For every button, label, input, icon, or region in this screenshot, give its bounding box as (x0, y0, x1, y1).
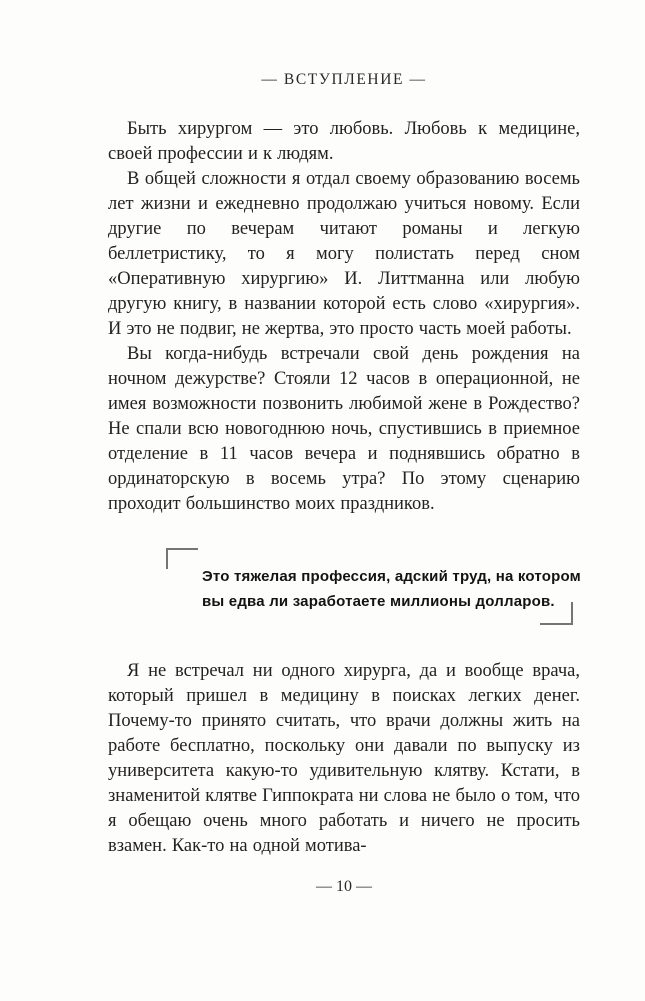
paragraph-3: Вы когда-нибудь встречали свой день рождения на ночном дежурстве? Стояли 12 часов в операционной, не имея возможности позвонить любимой жене в Рождество? Не спали всю новогоднюю ночь, спустившись в приемное отделение в 11 часов вечера и поднявшись обратно в ординаторскую в восемь утра? По этому сценарию проходит большинство моих праздников. (108, 344, 580, 514)
pull-quote-line-1: Это тяжелая профессия, адский труд, на котором (202, 568, 581, 585)
quote-corner-bottom-right-icon (540, 602, 573, 625)
page-number: — 10 — (316, 878, 372, 895)
pull-quote-line-2: вы едва ли заработаете миллионы долларов. (202, 592, 555, 610)
paragraph-4: Я не встречал ни одного хирурга, да и вообще врача, который пришел в медицину в поисках легких денег. Почему-то принято считать, что врачи должны жить на работе бесплатно, поскольку они давали по выпуску из университета какую-то удивительную клятву. Кстати, в знаменитой клятве Гиппократа ни слова не было о том, что я обещаю очень много работать и ничего не просить взамен. Как-то на одной мотива- (108, 661, 580, 856)
paragraph-1: Быть хирургом — это любовь. Любовь к медицине, своей профессии и к людям. (108, 119, 580, 164)
pull-quote (166, 548, 581, 625)
chapter-header: — ВСТУПЛЕНИЕ — (261, 71, 427, 88)
text-column (108, 117, 580, 859)
quote-corner-top-left-icon (166, 548, 198, 569)
paragraph-2: В общей сложности я отдал своему образованию восемь лет жизни и ежедневно продолжаю учиться новому. Если другие по вечерам читают романы и легкую беллетристику, то я могу полистать перед сном «Оперативную хирургию» И. Литтманна или любую другую книгу, в названии которой есть слово «хирургия». И это не подвиг, не жертва, это просто часть моей работы. (108, 169, 580, 339)
